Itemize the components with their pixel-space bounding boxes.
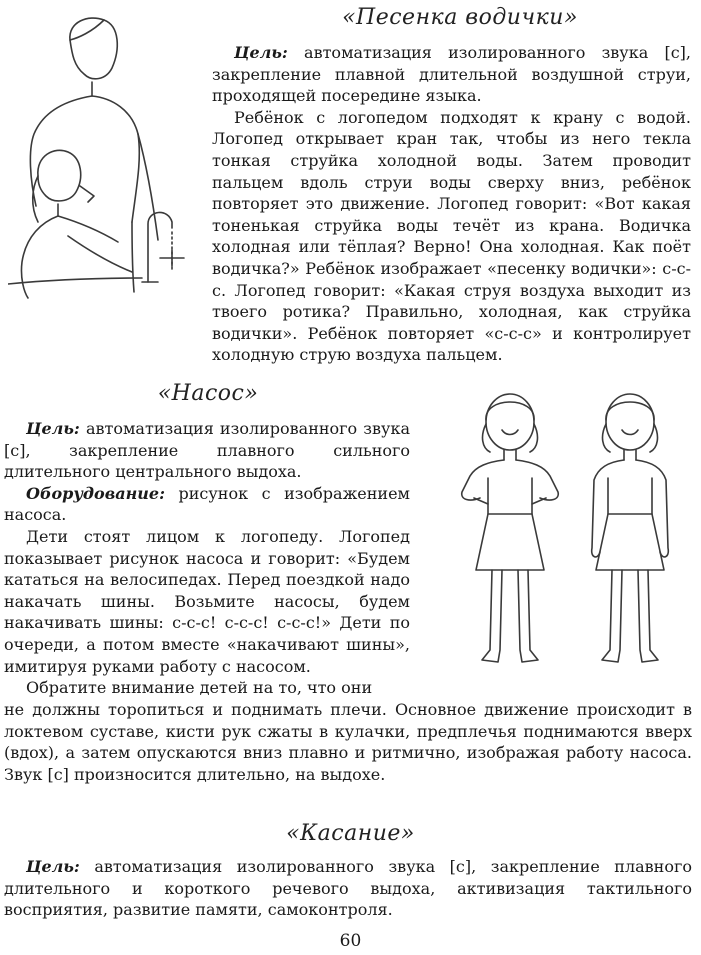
goal-text: автоматизация изолированного звука [с], закрепление плавной длительной воздушной струи, проходящей посередине языка. bbox=[212, 43, 691, 106]
illustration-woman-girl-faucet bbox=[8, 10, 208, 300]
section-kasanie-text bbox=[4, 856, 692, 921]
goal-paragraph bbox=[212, 42, 691, 107]
section-nasos-text-wide bbox=[4, 699, 692, 785]
goal-label: Цель: bbox=[26, 419, 80, 438]
body-paragraph-start: Обратите внимание детей на то, что они bbox=[26, 678, 373, 698]
goal-label: Цель: bbox=[234, 43, 288, 62]
body-paragraph: Дети стоят лицом к логопеду. Логопед показывает рисунок насоса и говорит: «Будем кататься на велосипедах. Перед поездкой надо накачать шины. Возьмите насосы, будем накачивать шины: с-с-с! с-с-с! с-с-с!» Дети по очереди, а потом вместе «накачивают шины», имитируя руками работу с насосом. bbox=[4, 526, 410, 676]
two-girls-drawing bbox=[440, 380, 695, 690]
section-title-nasos: «Насос» bbox=[157, 381, 259, 406]
equipment-paragraph bbox=[4, 483, 410, 526]
goal-paragraph bbox=[4, 418, 410, 483]
woman-girl-faucet-drawing bbox=[8, 10, 208, 300]
illustration-two-girls-pump bbox=[440, 380, 695, 690]
page-number: 60 bbox=[339, 931, 362, 951]
goal-text: автоматизация изолированного звука [с], закрепление плавного длительного и короткого речевого выдоха, активизация тактильного восприятия, развитие памяти, самоконтроля. bbox=[4, 857, 692, 920]
goal-text: автоматизация изолированного звука [с], закрепление плавного сильного длительного центрального выдоха. bbox=[4, 419, 410, 482]
equipment-label: Оборудование: bbox=[26, 483, 165, 503]
section-title-kasanie: «Касание» bbox=[286, 821, 415, 846]
girl-arms-raised bbox=[462, 394, 559, 662]
body-paragraph: Ребёнок с логопедом подходят к крану с водой. Логопед открывает кран так, чтобы из него текла тонкая струйка холодной воды. Затем проводит пальцем вдоль струи воды сверху вниз, ребёнок повторяет это движение. Логопед говорит: «Вот какая тоненькая струйка воды течёт из крана. Водичка холодная или тёплая? Верно! Она холодная. Как поёт водичка?» Ребёнок изображает «песенку водички»: с-с-с. Логопед говорит: «Какая струя воздуха выходит из твоего ротика? Правильно, холодная, как струйка водички». Ребёнок повторяет «с-с-с» и контролирует холодную струю воздуха пальцем. bbox=[212, 107, 691, 365]
girl-arms-lowered bbox=[592, 394, 669, 662]
section-title-pesenka-vodichki: «Песенка водички» bbox=[342, 5, 578, 30]
section-pesenka-vodichki-text bbox=[212, 42, 691, 366]
goal-paragraph bbox=[4, 856, 692, 921]
equipment-text: рисунок с изображением насоса. bbox=[4, 483, 410, 525]
body-paragraph-continued: не должны торопиться и поднимать плечи. Основное движение происходит в локтевом суставе, кисти рук сжаты в кулачки, предплечья поднимаются вверх (вдох), а затем опускаются вниз плавно и ритмично, изображая работу насоса. Звук [с] произносится длительно, на выдохе. bbox=[4, 700, 692, 784]
section-nasos-text bbox=[4, 418, 410, 699]
goal-label: Цель: bbox=[26, 857, 80, 876]
